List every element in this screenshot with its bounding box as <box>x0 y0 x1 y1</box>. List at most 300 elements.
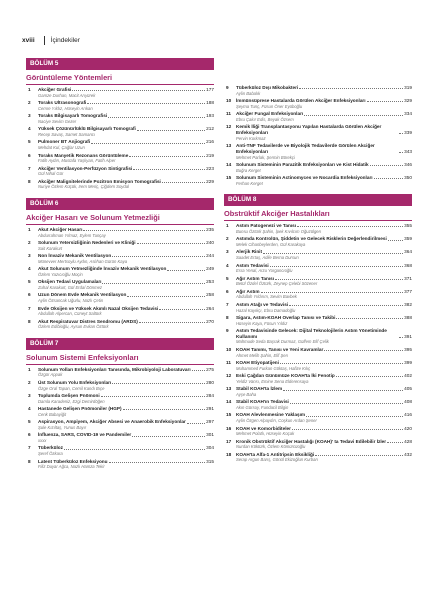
dot-leader <box>399 133 403 134</box>
entry-number: 8 <box>28 458 31 464</box>
entry-body <box>38 253 214 264</box>
entry-number: 14 <box>226 399 232 405</box>
entry-body <box>236 111 412 122</box>
toc-entry[interactable] <box>26 153 214 164</box>
dot-leader <box>192 370 206 371</box>
entry-body <box>38 179 214 190</box>
entry-authors: Hüseyin Kaya, Füsun Yıldız <box>236 320 288 326</box>
toc-entry[interactable] <box>26 266 214 277</box>
entry-title-link[interactable]: Toraks Manyetik Rezonans Görüntüleme <box>38 152 129 158</box>
entry-title-link[interactable]: Uzun Dönem Evde Mekanik Ventilasyon <box>38 292 127 298</box>
entry-authors: Şeyma Tunç, Füsun Öner Eyüboğlu <box>236 103 303 109</box>
dot-leader <box>297 226 403 227</box>
entry-title-link[interactable]: Akciğer Ventilasyon-Perfüzyon Sintigrafisi <box>38 165 133 171</box>
entry-page-number: 420 <box>404 425 412 431</box>
entry-page-number: 291 <box>206 406 214 412</box>
entry-page-number: 364 <box>404 249 412 255</box>
entry-number: 3 <box>226 249 229 255</box>
dot-leader <box>101 396 206 397</box>
entry-body <box>38 367 214 378</box>
entry-authors: Mehmet Parlak, Şermin Börekçi <box>236 154 295 160</box>
entry-page-number: 346 <box>404 161 412 167</box>
entry-page-number: 216 <box>206 139 214 145</box>
entry-page-number: 240 <box>206 239 214 245</box>
toc-entry[interactable] <box>224 98 412 109</box>
entry-authors: Bunsu Öztürk Şahin, İpek Kıvılcım Oğuzülgen <box>236 228 321 234</box>
entry-body <box>236 360 412 371</box>
dot-leader <box>83 230 205 231</box>
entry-title-link[interactable]: Evde Oksijen ve Yüksek Akımlı Nazal Oksijen Tedavisi <box>38 305 159 311</box>
entry-authors: Abdurrahman Yılmaz, Eylem Tunçay <box>38 232 106 238</box>
entry-title-link[interactable]: Akut Akciğer Hasarı <box>38 226 83 232</box>
dot-leader <box>132 436 205 437</box>
entry-number: 7 <box>28 445 31 451</box>
toc-entry[interactable] <box>224 276 412 287</box>
entry-title-link[interactable]: Solunum Yetersizliğinin Nedenleri ve Kliniği <box>38 239 136 245</box>
toc-entry[interactable] <box>224 162 412 173</box>
entry-body <box>236 452 412 463</box>
entry-authors: Cenk Babayiğit <box>38 411 67 417</box>
entry-authors: Aylin Babalık <box>236 90 261 96</box>
entry-number: 5 <box>28 139 31 145</box>
entry-title-link[interactable]: Anti-TNF Tedavilerde ve Biyolojik Tedavilerde Görülen Akciğer Enfeksiyonları <box>236 143 375 154</box>
entry-title-link[interactable]: Latent Tüberküloz Enfeksiyonu <box>38 458 108 464</box>
entry-page-number: 339 <box>404 130 412 136</box>
entry-number: 3 <box>28 392 31 398</box>
entry-title-link[interactable]: Yüksek Çözünürlüklü Bilgisayarlı Tomografi <box>38 126 136 132</box>
left-column <box>26 58 214 478</box>
entry-title-link[interactable]: Akut Respiratuvar Distres Sendromu (ARDS) <box>38 318 138 324</box>
entry-authors: Recep Savaş, Samet Samancı <box>38 132 96 138</box>
entry-title-link[interactable]: Astım Tedavisi <box>236 262 269 268</box>
entry-authors: Mehmet Polatlı, Hüseyin Koçak <box>236 431 295 437</box>
entry-number: 2 <box>28 379 31 385</box>
toc-section <box>224 194 412 463</box>
toc-entry[interactable] <box>224 124 412 141</box>
toc-entry[interactable] <box>26 139 214 150</box>
entry-body <box>38 319 214 330</box>
entry-title-link[interactable]: Astım Atağı ve Tedavisi <box>236 301 289 307</box>
entry-body <box>38 292 214 303</box>
entry-authors: Gamze Durhan, Macit Arıyürek <box>38 92 96 98</box>
dot-leader <box>127 296 205 297</box>
entry-number: 14 <box>226 161 232 167</box>
entry-page-number: 270 <box>206 318 214 324</box>
entry-title-link[interactable]: KOAH ve Komorbiditeler <box>236 425 291 431</box>
entry-authors: xxxx <box>38 438 47 443</box>
entry-authors: Ebru Çakır Edis, Beyak Özsem <box>236 116 294 122</box>
toc-entry[interactable] <box>26 419 214 430</box>
section-divider <box>224 220 412 221</box>
entry-title-link[interactable]: Hastanede Gelişen Pnömoniler (HGP) <box>38 406 122 412</box>
entry-number: 1 <box>28 366 31 372</box>
entry-authors: Şeref Özkara <box>38 451 63 457</box>
dot-leader <box>108 117 205 118</box>
entry-number: 8 <box>28 178 31 184</box>
entry-number: 17 <box>226 438 232 444</box>
dot-leader <box>112 256 205 257</box>
dot-leader <box>399 337 403 338</box>
toc-entry[interactable] <box>224 249 412 260</box>
toc-section <box>26 58 214 190</box>
entry-title-link[interactable]: Stabil KOAH'ın Tedavisi <box>236 399 289 405</box>
entry-body <box>236 302 412 313</box>
entry-body <box>38 393 214 404</box>
dot-leader <box>64 449 205 450</box>
entry-title-link[interactable]: Solunum Sisteminin Parazitik Enfeksiyonları ve Kist Hidatik <box>236 161 369 167</box>
entry-body <box>236 223 412 234</box>
entry-title-link[interactable]: Ağır Astım <box>236 288 260 294</box>
dot-leader <box>112 383 205 384</box>
toc-entry[interactable] <box>224 302 412 313</box>
entry-title-link[interactable]: Tüberküloz <box>38 445 64 451</box>
entry-authors: Mehdat Kul, Çağlar Uzun <box>38 145 85 151</box>
entry-page-number: 334 <box>404 111 412 117</box>
entry-page-number: 359 <box>404 236 412 242</box>
entry-page-number: 428 <box>404 438 412 444</box>
entry-number: 11 <box>226 111 231 117</box>
entry-body <box>236 98 412 109</box>
entry-title-link[interactable]: Kronik Obstrüktif Akciğer Hastalığı (KOAH)' ta Tedavi Edilebilir İzler <box>236 438 387 444</box>
toc-entry[interactable] <box>26 319 214 330</box>
entry-authors: Esra Yenal, Arzu Yorgancıoğlu <box>236 268 293 274</box>
entry-authors: Gül Nihal Gür <box>38 171 64 177</box>
entry-title-link[interactable]: KOAH Alevlenmesine Yaklaşım <box>236 412 306 418</box>
entry-number: 1 <box>28 87 31 92</box>
entry-page-number: 264 <box>206 305 214 311</box>
entry-title-link[interactable]: Toraks Ultrasonografi <box>38 100 87 106</box>
toc-entry[interactable] <box>224 347 412 358</box>
dot-leader <box>367 101 404 102</box>
toc-entry[interactable] <box>26 406 214 417</box>
running-title: İçindekiler <box>50 36 80 44</box>
entry-number: 6 <box>28 152 31 158</box>
dot-leader <box>133 169 205 170</box>
entry-page-number: 319 <box>404 85 412 90</box>
entry-title-link[interactable]: Oksijen Tedavi Uygulamaları <box>38 279 102 285</box>
entry-title-link[interactable]: KOAH'ta Alfa-1 Antitripsin Eksikliği <box>236 451 315 457</box>
entry-title-row <box>236 124 412 135</box>
toc-entry[interactable] <box>224 315 412 326</box>
entry-number: 3 <box>28 113 31 119</box>
entry-number: 12 <box>226 373 232 379</box>
toc-entry[interactable] <box>224 412 412 423</box>
entry-page-number: 249 <box>206 266 214 272</box>
entry-body <box>38 153 214 164</box>
entry-number: 7 <box>28 165 31 171</box>
entry-authors: Yeldiz Vansı, Emine Sena Elderensaya <box>236 378 309 384</box>
entry-authors: Nuriye Özlem Küçük, Irem Meriç, Çiğdem Soydal <box>38 184 129 190</box>
entry-number: 15 <box>226 412 232 418</box>
entry-authors: Abdullah Alpercan, Cüneyt Saltürk <box>38 311 102 317</box>
entry-title-link[interactable]: Aspirasyon, Ampiyem, Akciğer Absesi ve Anaerobik Enfeksiyonlar <box>38 419 186 425</box>
section-divider <box>26 224 214 225</box>
section-divider <box>26 364 214 365</box>
entry-page-number: 399 <box>404 359 412 365</box>
toc-entry[interactable] <box>26 166 214 177</box>
dot-leader <box>280 363 403 364</box>
entry-authors: Ferhan Kerget <box>236 180 263 186</box>
entry-number: 6 <box>28 292 31 298</box>
entry-page-number: 402 <box>404 373 412 379</box>
entry-body <box>236 373 412 384</box>
entry-page-number: 432 <box>404 451 412 457</box>
entry-title-link[interactable]: Non İnvaziv Mekanik Ventilasyon <box>38 253 112 259</box>
dot-leader <box>123 409 206 410</box>
toc-entry[interactable] <box>224 426 412 437</box>
entry-title-link[interactable]: Eski Çağdan Günümüze KOAH'ta İki Fenotip <box>236 373 335 379</box>
entry-body <box>38 227 214 238</box>
entry-page-number: 388 <box>404 314 412 320</box>
entry-title-link[interactable]: KOAH Etiyopatijeni <box>236 359 279 365</box>
entry-authors: Hazal Kayıkçı, Ebru Damadoğlu <box>236 307 296 313</box>
section-label-bar: BÖLÜM 5 <box>26 58 214 70</box>
entry-title-link[interactable]: Alerjik Rinit <box>236 249 263 255</box>
entry-body <box>236 263 412 274</box>
dot-leader <box>324 350 403 351</box>
section-title: Akciğer Hasarı ve Solunum Yetmezliği <box>26 212 160 222</box>
entry-authors: Filiz Duyar Ağca, Nazlı Hamza Tekir <box>38 464 105 470</box>
toc-entry[interactable] <box>26 432 214 443</box>
dot-leader <box>336 318 403 319</box>
entry-page-number: 219 <box>206 152 214 158</box>
entry-body <box>38 279 214 290</box>
entry-title-link[interactable]: Akciğer Grafisi <box>38 87 72 92</box>
toc-entry[interactable] <box>224 386 412 397</box>
entry-title-link[interactable]: Üst Solunum Yolu Enfeksiyonları <box>38 379 112 385</box>
toc-entry[interactable] <box>224 439 412 450</box>
dot-leader <box>299 88 403 89</box>
entry-authors: Özgür Appak <box>38 372 63 378</box>
entry-title-link[interactable]: Solunum Sisteminin Actinomyces ve Nocardia Enfeksiyonları <box>236 175 373 181</box>
section-label-bar: BÖLÜM 7 <box>26 338 214 350</box>
entry-page-number: 391 <box>404 333 412 339</box>
entry-page-number: 275 <box>206 366 214 372</box>
entry-title-link[interactable]: Astım Patogenezi ve Tanısı <box>236 223 297 229</box>
toc-entry[interactable] <box>26 292 214 303</box>
toc-entry[interactable] <box>26 445 214 456</box>
entry-number: 7 <box>28 305 31 311</box>
toc-section <box>26 338 214 470</box>
toc-entry[interactable] <box>224 263 412 274</box>
toc-entry[interactable] <box>224 328 412 345</box>
section-label-bar: BÖLÜM 8 <box>224 194 412 206</box>
page-header <box>22 34 80 46</box>
dot-leader <box>289 305 403 306</box>
toc-entry[interactable] <box>26 113 214 124</box>
entry-number: 4 <box>28 126 31 132</box>
entry-body <box>38 459 214 470</box>
entry-page-number: 229 <box>206 178 214 184</box>
entry-number: 5 <box>28 419 31 425</box>
entry-title-link[interactable]: Tüberküloz Dışı Mikobakteri <box>236 85 299 90</box>
entry-body <box>236 328 412 345</box>
entry-body <box>236 289 412 300</box>
entry-number: 2 <box>28 239 31 245</box>
entry-number: 11 <box>226 359 231 365</box>
dot-leader <box>374 178 404 179</box>
toc-section-continued <box>224 85 412 186</box>
entry-title-link[interactable]: Stabil KOAH'ta İzlem <box>236 386 283 392</box>
toc-entry[interactable] <box>26 179 214 190</box>
toc-entry[interactable] <box>224 452 412 463</box>
toc-entry[interactable] <box>224 175 412 186</box>
entry-page-number: 297 <box>206 419 214 425</box>
toc-section <box>26 198 214 330</box>
entry-number: 6 <box>28 432 31 438</box>
entry-body <box>38 139 214 150</box>
entry-body <box>236 236 412 247</box>
dot-leader <box>72 90 205 91</box>
entry-title-link[interactable]: Kemik İliği Transplantasyonu Yapılan Hastalarda Görülen Akciğer Enfeksiyonları <box>236 124 382 136</box>
entry-number: 4 <box>28 266 31 272</box>
entry-title-link[interactable]: Solunum Yolları Enfeksiyonları Tanısında, Mikrobiyoloji Laboratuvarı <box>38 366 191 372</box>
entry-title-link[interactable]: Akut Solunum Yetmezliğinde İnvaziv Mekanik Ventilasyon <box>38 266 167 272</box>
entry-authors: Muhammed Furkan Göktaş, Hafize Kılıç <box>236 365 311 371</box>
entry-page-number: 368 <box>404 262 412 268</box>
dot-leader <box>167 270 205 271</box>
entry-page-number: 395 <box>404 346 412 352</box>
entry-number: 3 <box>28 253 31 259</box>
toc-entry[interactable] <box>26 459 214 470</box>
entry-body <box>236 315 412 326</box>
entry-title-link[interactable]: Astımda Kontrolün, Şiddetin ve Gelecek Risklerin Değerlendirilmesi <box>236 236 387 242</box>
toc-entry[interactable] <box>224 399 412 410</box>
entry-title-link[interactable]: Akciğer Malignitelerinde Pozitron Emisyon Tomografisi <box>38 178 161 184</box>
entry-authors: Ayşe Baha <box>236 391 257 397</box>
entry-authors: Özlem Yazıcıoğlu Moçin <box>38 271 83 277</box>
dot-leader <box>263 253 403 254</box>
entry-body <box>236 412 412 423</box>
entry-number: 15 <box>226 175 232 181</box>
toc-entry[interactable] <box>224 373 412 384</box>
entry-number: 2 <box>226 236 229 242</box>
entry-page-number: 343 <box>404 148 412 154</box>
entry-title-row <box>236 328 412 339</box>
entry-number: 13 <box>226 386 232 392</box>
toc-entry[interactable] <box>224 360 412 371</box>
page-number: xviii <box>22 36 35 44</box>
dot-leader <box>388 240 403 241</box>
entry-body <box>236 249 412 260</box>
entry-body <box>236 276 412 287</box>
entry-title-link[interactable]: Akciğer Fungal Enfeksiyonları <box>236 111 304 117</box>
toc-entry[interactable] <box>224 223 412 234</box>
toc-entry[interactable] <box>26 253 214 264</box>
entry-authors: Sait Karakurt <box>38 245 63 251</box>
toc-entry[interactable] <box>26 240 214 251</box>
dot-leader <box>315 455 403 456</box>
entry-title-link[interactable]: KOAH Tanımı, Tanısı ve Yeni Kavramlar <box>236 346 324 352</box>
entry-page-number: 329 <box>404 98 412 104</box>
entry-page-number: 416 <box>404 412 412 418</box>
section-label-bar: BÖLÜM 6 <box>26 198 214 210</box>
entry-number: 1 <box>28 226 31 232</box>
entry-authors: Özge Oral Tapan, Cemil Kandı Bıçe <box>38 385 105 391</box>
dot-leader <box>187 423 205 424</box>
entry-title-link[interactable]: Astım Tedavisinde Gelecek: Dijital Teknolojilerin Astım Yönetiminde Kullanımı <box>236 328 387 339</box>
entry-authors: Münevver Mertsoylu Aydın, Aslıhan Gürün Kaya <box>38 258 128 264</box>
entry-page-number: 235 <box>206 226 214 232</box>
entry-number: 5 <box>28 279 31 285</box>
toc-entry[interactable] <box>26 367 214 378</box>
toc-entry[interactable] <box>26 306 214 317</box>
entry-number: 4 <box>226 262 229 268</box>
entry-title-link[interactable]: Toraks Bilgisayarlı Tomografisi <box>38 113 108 119</box>
entry-authors: Melek Cihanbeylerden, Gül Karakaya <box>236 241 306 247</box>
entry-authors: Abdullah Yıldırım, Sevim Bavbek <box>236 294 297 300</box>
toc-entry[interactable] <box>26 87 214 98</box>
dot-leader <box>129 156 205 157</box>
entry-body <box>236 162 412 173</box>
header-divider <box>44 36 45 45</box>
entry-body <box>38 240 214 251</box>
toc-entry[interactable] <box>224 143 412 160</box>
toc-entry[interactable] <box>26 100 214 111</box>
entry-body <box>38 419 214 430</box>
entry-number: 10 <box>226 346 232 352</box>
entry-body <box>236 347 412 358</box>
entry-title-link[interactable]: Sigara, Astım-KOAH Overlap Tanısı ve Takibi <box>236 314 336 320</box>
entry-authors: Pervin Korkmaz <box>236 135 266 141</box>
entry-authors: Şule Kızıltaş, Yunus Bayır <box>38 424 87 430</box>
entry-title-link[interactable]: Ağır Astım Tanısı <box>236 275 275 281</box>
entry-title-link[interactable]: Toplumda Gelişen Pnömoni <box>38 392 100 398</box>
dot-leader <box>102 283 205 284</box>
entry-title-link[interactable]: Pulmoner BT Anjiografi <box>38 139 91 145</box>
entry-page-number: 258 <box>206 292 214 298</box>
entry-page-number: 244 <box>206 253 214 259</box>
entry-page-number: 355 <box>404 223 412 229</box>
entry-title-row <box>38 367 214 373</box>
entry-number: 18 <box>226 451 232 457</box>
entry-title-link[interactable]: İmmünsüprese Hastalarda Görülen Akciğer Enfeksiyonları <box>236 98 366 104</box>
toc-entry[interactable] <box>224 236 412 247</box>
entry-body <box>38 100 214 111</box>
entry-authors: Aylin Özgen Alpaydın, Coşkun Ardan Şener <box>236 418 317 424</box>
toc-entry[interactable] <box>224 111 412 122</box>
entry-title-row <box>236 143 412 154</box>
dot-leader <box>304 115 403 116</box>
toc-entry[interactable] <box>26 380 214 391</box>
entry-body <box>236 386 412 397</box>
entry-body <box>38 87 214 98</box>
section-title: Görüntüleme Yöntemleri <box>26 73 113 82</box>
entry-number: 13 <box>226 143 232 149</box>
toc-entry[interactable] <box>26 126 214 137</box>
entry-body <box>38 126 214 137</box>
entry-body <box>38 445 214 456</box>
dot-leader <box>399 152 403 153</box>
entry-authors: Mahmude Seda Başrak Durmaz, Gülfem Elif Çelik <box>236 339 329 345</box>
entry-body <box>38 266 214 277</box>
toc-entry[interactable] <box>26 279 214 290</box>
toc-entry[interactable] <box>26 393 214 404</box>
entry-number: 9 <box>226 328 229 334</box>
toc-entry[interactable] <box>224 85 412 96</box>
entry-number: 5 <box>226 275 229 281</box>
entry-body <box>236 85 412 96</box>
toc-entry[interactable] <box>224 289 412 300</box>
entry-page-number: 408 <box>404 399 412 405</box>
section-title: Obstrüktif Akciğer Hastalıkları <box>224 209 330 219</box>
toc-entry[interactable] <box>26 227 214 238</box>
entry-number: 10 <box>226 98 232 104</box>
dot-leader <box>137 130 205 131</box>
entry-number: 4 <box>28 406 31 412</box>
entry-title-link[interactable]: İnfluenza, SARS, COVID-19 ve Pandemiler <box>38 432 132 438</box>
dot-leader <box>261 292 404 293</box>
